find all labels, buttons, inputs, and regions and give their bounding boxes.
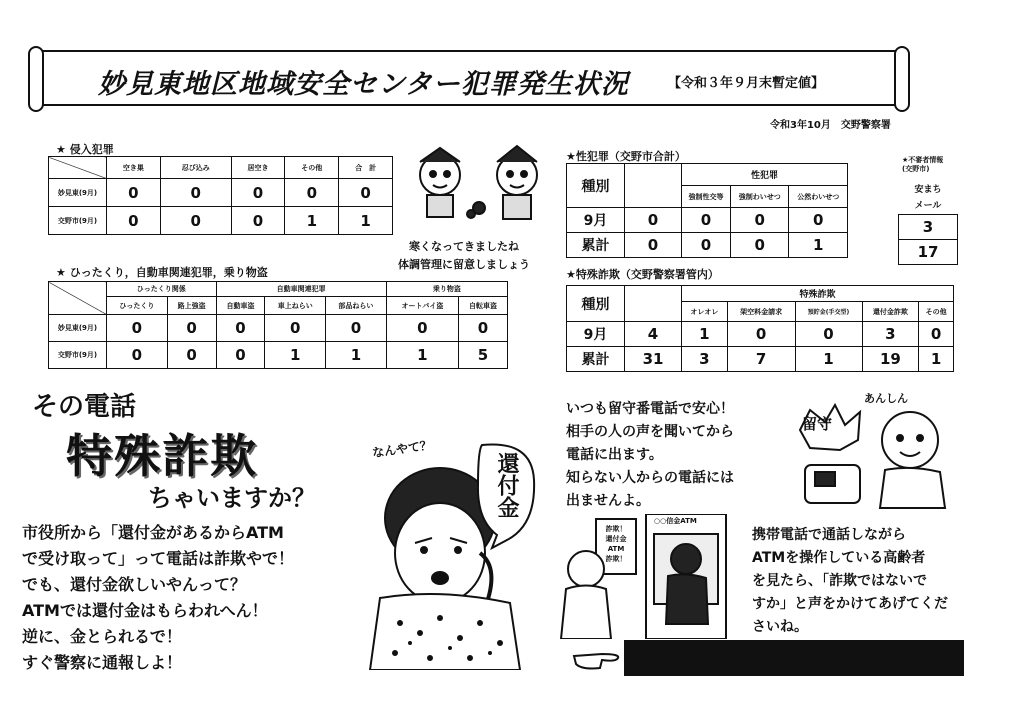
cell-value: 0 (167, 315, 216, 342)
group-header: 性犯罪 (682, 164, 848, 186)
text-line: 相手の人の声を聞いてから (566, 424, 734, 440)
cell-value: 3 (899, 214, 958, 239)
cell-value: 0 (789, 208, 848, 233)
cell-value: 0 (625, 233, 682, 258)
speech-nanyate: なんやて？ (371, 437, 433, 461)
column-header: オートバイ盗 (386, 297, 458, 315)
column-header: 居空き (231, 157, 285, 179)
body-line: 逆に、金とられるで！ (22, 627, 182, 646)
cell-value: 4 (625, 322, 682, 347)
suspicious-note (902, 156, 943, 174)
cell-value: 1 (682, 322, 728, 347)
column-header: 安まち (914, 184, 942, 195)
fraud-table (566, 285, 954, 372)
column-header: その他 (285, 157, 339, 179)
cell-value: 0 (919, 322, 954, 347)
table-row (567, 322, 954, 347)
group-header: ひったくり関係 (107, 282, 217, 297)
column-header: 強制性交等 (682, 186, 731, 208)
cell-value: 0 (459, 315, 508, 342)
cell-value: 0 (386, 315, 458, 342)
column-header: 部品ねらい (326, 297, 387, 315)
table-row (49, 179, 393, 207)
issuer: 令和3年10月 交野警察署 (770, 120, 891, 131)
burglary-table (48, 156, 393, 235)
sexcrime-heading: ★性犯罪（交野市合計） (566, 150, 686, 163)
cell-value: 0 (107, 342, 168, 369)
manga-headline: 特殊詐欺 (66, 429, 258, 483)
cell-value: 0 (107, 179, 161, 207)
manga-body (22, 520, 294, 676)
body-line: 市役所から「還付金があるからATM (22, 523, 284, 542)
cell-value: 3 (862, 322, 919, 347)
group-header: 乗り物盗 (386, 282, 507, 297)
burglary-heading: ★ 侵入犯罪 (56, 143, 114, 156)
answering-machine-text (566, 398, 734, 513)
cell-value: 1 (795, 347, 862, 372)
manga-line-3: ちゃいますか？ (148, 484, 316, 512)
cell-value: 0 (216, 315, 265, 342)
atm-poster (599, 524, 633, 564)
table-row (49, 207, 393, 235)
table-row (49, 315, 508, 342)
column-header: 架空料金請求 (727, 302, 795, 322)
table-row (567, 347, 954, 372)
cell-value: 0 (727, 322, 795, 347)
cell-value: 19 (862, 347, 919, 372)
body-line: で受け取って」って電話は詐欺やで！ (22, 549, 295, 568)
text-line: ATMを操作している高齢者 (752, 550, 926, 566)
column-header: 空き巣 (107, 157, 161, 179)
column-header: ひったくり (107, 297, 168, 315)
cell-value: 7 (727, 347, 795, 372)
row-label: 9月 (567, 322, 625, 347)
cell-value: 1 (326, 342, 387, 369)
cell-value: 5 (459, 342, 508, 369)
mascot-illustration (405, 140, 555, 235)
blank-header (625, 164, 682, 208)
text-line: 電話に出ます。 (566, 447, 663, 463)
cell-value: 0 (265, 315, 326, 342)
type-label: 種別 (567, 164, 625, 208)
page-title: 妙見東地区地域安全センター犯罪発生状況 (98, 69, 629, 100)
row-label: 交野市(9月) (49, 342, 107, 369)
cell-value: 0 (682, 208, 731, 233)
rusu-label: 留守 (802, 415, 833, 433)
table-corner (49, 157, 107, 179)
text-line: さいね。 (752, 619, 808, 635)
cell-value: 0 (339, 179, 393, 207)
text-line: を見たら、「詐欺ではないで (752, 573, 927, 589)
body-line: でも、還付金欲しいやんって？ (22, 575, 247, 594)
atm-warning-text (752, 524, 948, 639)
speech-kanpukin: 還付金 (494, 452, 519, 518)
poster-line: 還付金 (605, 535, 627, 543)
row-label: 妙見東(9月) (49, 315, 107, 342)
cell-value: 0 (216, 342, 265, 369)
suspicious-table (898, 180, 958, 265)
cell-value: 0 (107, 207, 161, 235)
mascot-caption (398, 238, 530, 274)
blank-header (625, 286, 682, 322)
type-label: 種別 (567, 286, 625, 322)
redacted-bar (624, 640, 964, 676)
cell-value: 0 (160, 207, 231, 235)
page-subtitle: 【令和３年９月末暫定値】 (668, 76, 825, 91)
sexcrime-table (566, 163, 848, 258)
table-row (567, 233, 848, 258)
column-header: 公然わいせつ (789, 186, 848, 208)
row-label: 9月 (567, 208, 625, 233)
manga-line-1: その電話 (32, 392, 137, 422)
text-line: いつも留守番電話で安心！ (566, 401, 734, 417)
column-header: オレオレ (682, 302, 728, 322)
poster-line: 詐欺！ (605, 525, 627, 533)
column-header: メール (914, 201, 942, 212)
cell-value: 1 (919, 347, 954, 372)
theft-heading: ★ ひったくり，自動車関連犯罪，乗り物盗 (56, 266, 268, 279)
text-line: 出ませんよ。 (566, 493, 650, 509)
cell-value: 0 (107, 315, 168, 342)
table-row (49, 342, 508, 369)
cell-value: 0 (231, 179, 285, 207)
cell-value: 1 (386, 342, 458, 369)
text-line: 携帯電話で通話しながら (752, 527, 906, 543)
column-header: 自転車盗 (459, 297, 508, 315)
row-label: 交野市(9月) (49, 207, 107, 235)
pointing-hand-icon (572, 642, 622, 672)
text-line: すか」と声をかけてあげてくだ (752, 596, 948, 612)
table-corner (49, 282, 107, 315)
column-header: 路上強盗 (167, 297, 216, 315)
column-header: 車上ねらい (265, 297, 326, 315)
cell-value: 0 (625, 208, 682, 233)
cell-value: 3 (682, 347, 728, 372)
body-line: ATMでは還付金はもらわれへん！ (22, 601, 268, 620)
note-line: (交野市) (902, 165, 930, 173)
atm-sign: ○○信金ATM (654, 517, 697, 525)
table-row (567, 208, 848, 233)
atm-illustration (556, 514, 736, 639)
cell-value: 0 (160, 179, 231, 207)
poster-line: 詐欺！ (605, 555, 627, 563)
column-header: その他 (919, 302, 954, 322)
cell-value: 0 (795, 322, 862, 347)
cell-value: 0 (285, 179, 339, 207)
column-header: 強制わいせつ (730, 186, 789, 208)
note-line: ★不審者情報 (902, 156, 944, 164)
row-label: 妙見東(9月) (49, 179, 107, 207)
caption-line: 寒くなってきましたね (409, 240, 519, 253)
row-label: 累計 (567, 233, 625, 258)
cell-value: 0 (730, 233, 789, 258)
cell-value: 1 (339, 207, 393, 235)
cell-value: 31 (625, 347, 682, 372)
column-header: 合 計 (339, 157, 393, 179)
cell-value: 0 (167, 342, 216, 369)
title-banner (36, 50, 902, 106)
row-label: 累計 (567, 347, 625, 372)
cell-value: 1 (265, 342, 326, 369)
cell-value: 0 (682, 233, 731, 258)
cell-value: 1 (789, 233, 848, 258)
cell-value: 0 (730, 208, 789, 233)
theft-table (48, 281, 508, 369)
cell-value: 0 (326, 315, 387, 342)
text-line: 知らない人からの電話には (566, 470, 734, 486)
poster-line: ATM (607, 545, 625, 553)
cell-value: 17 (899, 239, 958, 264)
cell-value: 0 (231, 207, 285, 235)
group-header: 特殊詐欺 (682, 286, 954, 302)
cell-value: 1 (285, 207, 339, 235)
column-header: 預貯金(手交型) (795, 302, 862, 322)
column-header: 還付金詐欺 (862, 302, 919, 322)
column-header: 忍び込み (160, 157, 231, 179)
group-header: 自動車関連犯罪 (216, 282, 386, 297)
fraud-heading: ★特殊詐欺（交野警察署管内） (566, 268, 719, 281)
body-line: すぐ警察に通報しよ！ (22, 653, 183, 672)
anshin-label: あんしん (864, 392, 908, 405)
column-header: 自動車盗 (216, 297, 265, 315)
caption-line: 体調管理に留意しましょう (398, 258, 530, 271)
